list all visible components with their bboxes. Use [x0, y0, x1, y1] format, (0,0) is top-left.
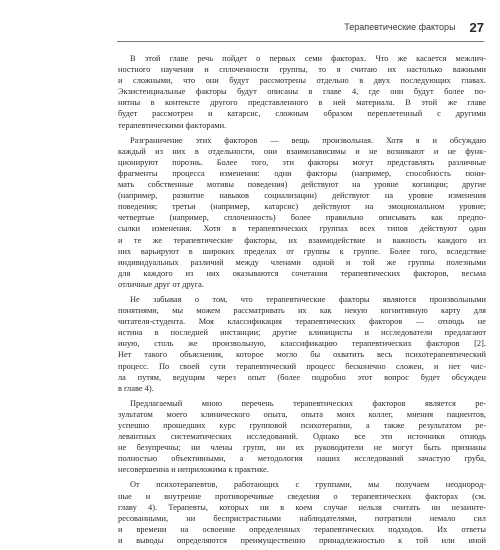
paragraph — [118, 398, 486, 476]
text-line: терапевтическими факторами. — [118, 120, 227, 130]
paragraph — [118, 294, 486, 394]
text-line: них варьируют в широких пределах от группы к группе. Более того, вследствие — [118, 246, 486, 256]
text-line: мать собственные мотивы поведения) действуют на уровне когниции; другие — [118, 180, 486, 190]
text-line: полностью объективными, а методология наших исследований зачастую груба, — [118, 454, 486, 464]
text-line: Предлагаемый мною перечень терапевтических факторов является ре- — [130, 398, 486, 408]
text-line: От психотерапевтов, работающих с группами, мы получаем неоднород- — [130, 480, 486, 490]
text-line: для каждого из них оказываются сочетания терапевтических факторов, весьма — [118, 268, 486, 278]
text-line: и те же терапевтические факторы, их взаимодействие и важность каждого из — [118, 235, 486, 245]
text-line: сылки изменения. Хотя в терапевтических группах всех типов действуют одни — [118, 224, 486, 234]
text-line: читателя-студента. Моя классификация терапевтических факторов — отнюдь не — [118, 317, 486, 327]
text-line: Нет такого объяснения, которое могло бы охватить весь психотерапевтический — [118, 350, 486, 360]
running-head — [308, 19, 484, 35]
text-line: будет рассмотрен и катарсис, сложным образом переплетенный с другими — [118, 109, 486, 119]
text-line: фрагменты процесса изменения: одни факторы (например, способность пони- — [118, 168, 486, 178]
text-line: (например, развитие навыков социализации) действуют на уровне изменения — [118, 191, 486, 201]
text-line: Не забывая о том, что терапевтические факторы являются произвольными — [130, 294, 486, 304]
text-line: в главе 4). — [118, 383, 154, 393]
text-line: несовершенна и неприложима к практике. — [118, 465, 269, 475]
text-line: Разграничение этих факторов — вещь произвольная. Хотя я и обсуждаю — [130, 135, 486, 145]
text-line: ностного научения и сплоченности группы, то я считаю их настолько важными — [118, 65, 486, 75]
text-line: каждый из них в отдельности, они взаимозависимы и не возникают и не функ- — [118, 146, 486, 156]
text-line: нятны в контексте другого представленного в ней материала. В этой же главе — [118, 98, 486, 108]
text-line: ционируют порознь. Более того, эти факторы могут представлять различные — [118, 157, 486, 167]
text-line: истина в последней инстанции; другие клиницисты и исследователи предлагают — [118, 328, 486, 338]
text-line: ные и внутренне противоречивые сведения о терапевтических факторах (см. — [118, 491, 486, 501]
text-line: левантных систематических исследований. Однако все эти источники отнюдь — [118, 432, 486, 442]
text-line: успешно прошедших курс групповой психотерапии, а также результатом ре- — [118, 421, 486, 430]
text-line: не безупречны; ни члены групп, ни их руководители не могут быть признаны — [118, 443, 486, 453]
text-line: иную, столь же произвольную, классификацию терапевтических факторов [2]. — [118, 339, 486, 349]
text-line: зультатом моего клинического опыта, опыта моих коллег, мнения пациентов, — [118, 409, 486, 419]
text-line: главу 4). Терапевты, которых ни в коем случае нельзя считать ни незаинте- — [118, 502, 486, 512]
text-line: ла путям, ведущим через опыт (более подробно этот вопрос будет обсужден — [118, 372, 486, 382]
header-rule — [117, 41, 484, 42]
text-line: процесс. По своей сути терапевтический процесс бесконечно сложен, и нет чис- — [118, 361, 486, 371]
text-line: Экзистенциальные факторы будут описаны в главе 4, где они будут более по- — [118, 87, 486, 97]
text-line: индивидуальных различий между членами одной и той же группы полезными — [118, 257, 486, 267]
text-line: ресованными, ни беспристрастными наблюдателями, потратили немало сил — [118, 513, 486, 523]
text-line: поведения; третьи (например, катарсис) действуют на эмоциональном уровне; — [118, 202, 486, 212]
text-line: четвертые (например, сплоченность) более правильно описывать как предпо- — [118, 213, 486, 223]
paragraph — [118, 479, 486, 546]
text-line: понятиями, мы можем рассматривать их как некую когнитивную карту для — [118, 306, 486, 316]
text-line: и выводы определяются преимущественно принадлежностью к той или иной — [118, 535, 486, 545]
text-line: отличные друг от друга. — [118, 279, 204, 289]
paragraph — [118, 135, 486, 290]
running-title: Терапевтические факторы — [344, 22, 456, 32]
paragraph — [118, 53, 486, 131]
text-line: и сложными, что они будут рассмотрены отдельно в двух последующих главах. — [118, 76, 486, 86]
page-number: 27 — [469, 19, 484, 35]
body-text — [118, 53, 486, 550]
text-line: В этой главе речь пойдет о первых семи факторах. Что же касается межлич- — [130, 54, 486, 63]
text-line: и времени на освоение определенных терапевтических подходов. Их ответы — [118, 524, 486, 534]
